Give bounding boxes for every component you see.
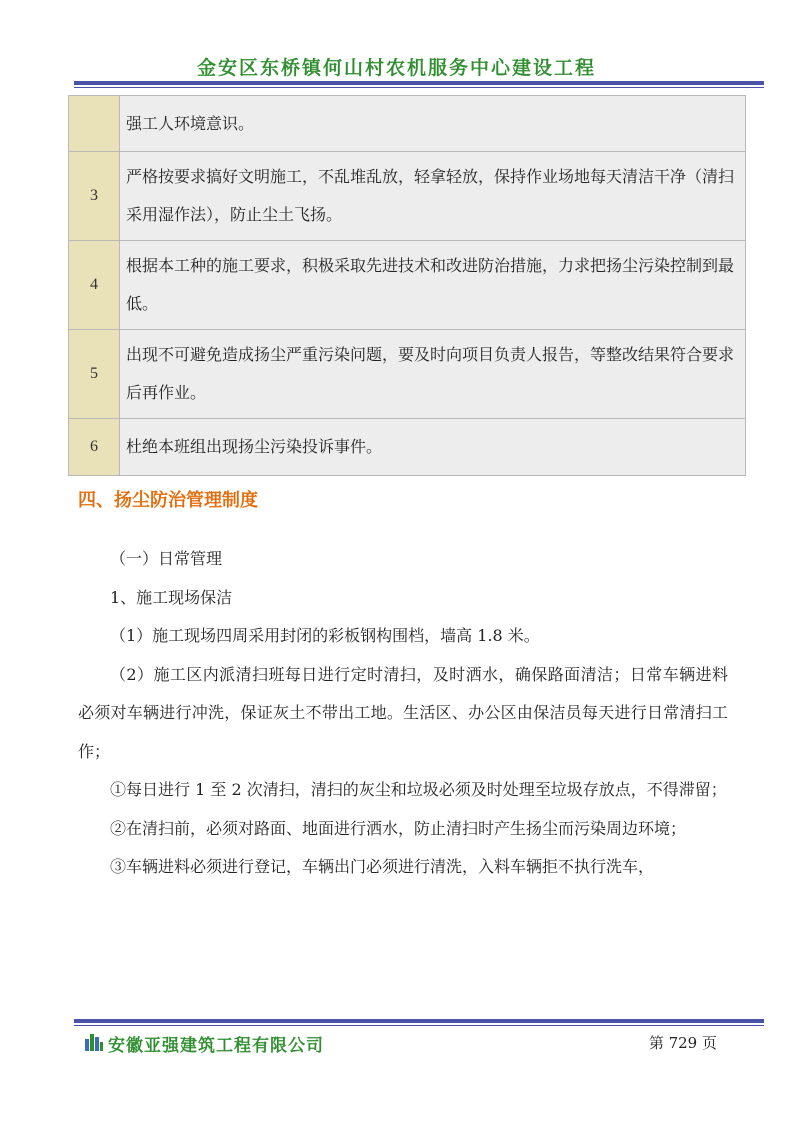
paragraph: ③车辆进料必须进行登记，车辆出门必须进行清洗，入料车辆拒不执行洗车， xyxy=(110,857,655,876)
footer-rule-thin xyxy=(74,1025,764,1026)
paragraph: （1）施工现场四周采用封闭的彩板钢构围档，墙高 1.8 米。 xyxy=(110,626,540,645)
row-text: 严格按要求搞好文明施工，不乱堆乱放，轻拿轻放，保持作业场地每天清洁干净（清扫采用湿作法），防止尘土飞扬。 xyxy=(120,152,746,241)
building-logo-icon xyxy=(84,1031,104,1051)
paragraph: （2）施工区内派清扫班每日进行定时清扫，及时洒水，确保路面清洁；日常车辆进料必须对车辆进行冲洗，保证灰土不带出工地。生活区、办公区由保洁员每天进行日常清扫工作； xyxy=(78,664,728,761)
footer-rule-thick xyxy=(74,1019,764,1023)
table-row xyxy=(69,241,746,330)
row-number: 4 xyxy=(69,241,120,330)
subsection-heading: （一）日常管理 xyxy=(110,549,223,568)
row-number: 6 xyxy=(69,419,120,476)
row-text: 杜绝本班组出现扬尘污染投诉事件。 xyxy=(120,419,746,476)
row-text: 强工人环境意识。 xyxy=(120,96,746,152)
row-number: 5 xyxy=(69,330,120,419)
paragraph: ①每日进行 1 至 2 次清扫，清扫的灰尘和垃圾必须及时处理至垃圾存放点，不得滞留； xyxy=(110,780,727,799)
table-row xyxy=(69,419,746,476)
measures-table xyxy=(68,95,746,476)
table-row xyxy=(69,330,746,419)
header-rule-thin xyxy=(74,87,764,88)
table-row xyxy=(69,152,746,241)
item-heading: 1、施工现场保洁 xyxy=(110,587,233,607)
table-row xyxy=(69,96,746,152)
header-rule-thick xyxy=(74,81,764,85)
paragraph: ②在清扫前，必须对路面、地面进行洒水，防止清扫时产生扬尘而污染周边环境； xyxy=(110,818,687,838)
body-text xyxy=(78,540,728,887)
footer-company: 安徽亚强建筑工程有限公司 xyxy=(108,1036,324,1056)
page-header-title: 金安区东桥镇何山村农机服务中心建设工程 xyxy=(196,57,596,79)
section-heading: 四、扬尘防治管理制度 xyxy=(78,490,258,511)
row-text: 根据本工种的施工要求，积极采取先进技术和改进防治措施，力求把扬尘污染控制到最低。 xyxy=(120,241,746,330)
row-number xyxy=(69,96,120,152)
row-number: 3 xyxy=(69,152,120,241)
row-text: 出现不可避免造成扬尘严重污染问题，要及时向项目负责人报告，等整改结果符合要求后再作业。 xyxy=(120,330,746,419)
page-number: 第 729 页 xyxy=(648,1034,717,1052)
